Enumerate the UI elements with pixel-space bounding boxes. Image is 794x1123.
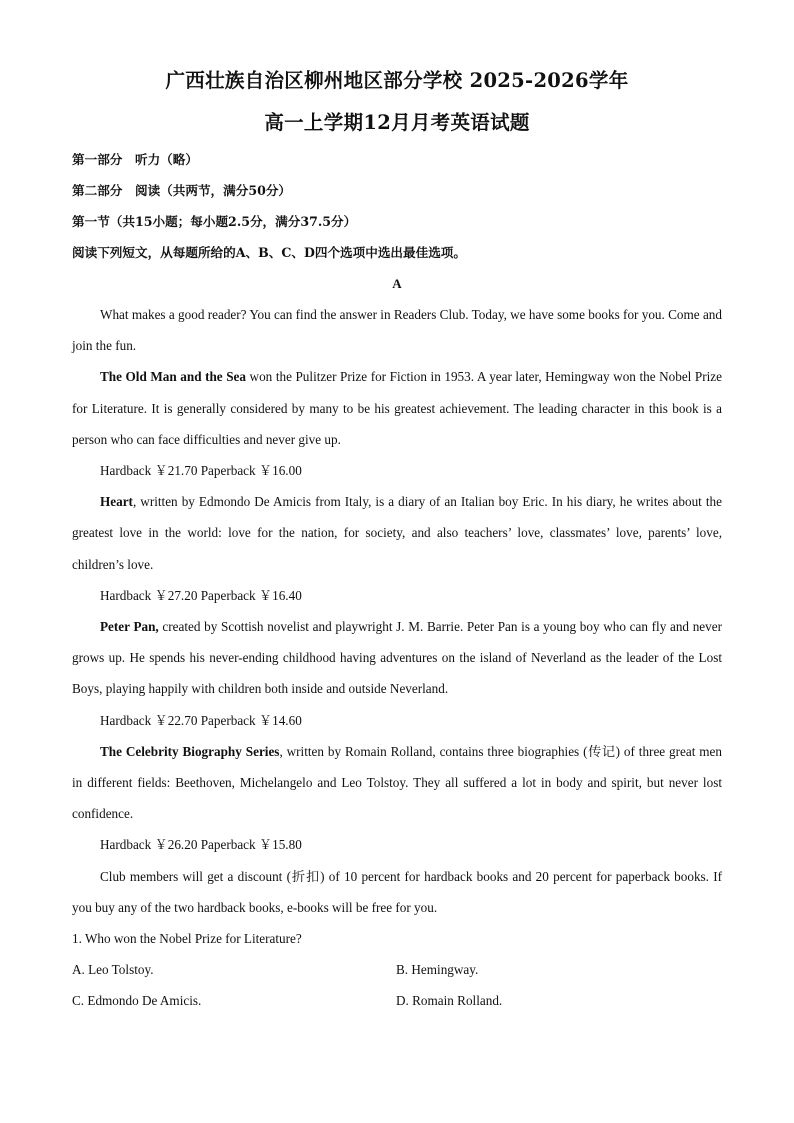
part2-heading: 第二部分 阅读（共两节，满分50分） xyxy=(72,183,292,198)
book-paragraph xyxy=(72,611,722,705)
intro-paragraph: What makes a good reader? You can find the answer in Readers Club. Today, we have some books for you. Come and join the fun. xyxy=(72,307,722,354)
section1-heading: 第一节（共15小题；每小题2.5分，满分37.5分） xyxy=(72,214,357,229)
book-paragraph xyxy=(72,486,722,580)
exam-title-line1: 广西壮族自治区柳州地区部分学校 2025-2026学年 xyxy=(165,69,629,92)
passage-letter: A xyxy=(392,276,402,291)
instruction: 阅读下列短文，从每题所给的A、B、C、D四个选项中选出最佳选项。 xyxy=(72,245,466,260)
option-a: A. Leo Tolstoy. xyxy=(72,962,154,978)
book-description: won the Pulitzer Prize for Fiction in 1953. A year later, Hemingway won the Nobel Prize for Literature. It is generally considered by many to be his greatest achievement. The leading character in this book is a person who can face difficulties and never give up. xyxy=(72,369,722,447)
option-b: B. Hemingway. xyxy=(396,962,479,978)
option-c: C. Edmondo De Amicis. xyxy=(72,993,202,1009)
part1-heading: 第一部分 听力（略） xyxy=(72,152,198,167)
section-headings xyxy=(72,144,722,268)
book-title: The Celebrity Biography Series xyxy=(100,743,280,759)
book-title: Heart xyxy=(100,494,133,510)
discount-paragraph: Club members will get a discount (折扣) of 10 percent for hardback books and 20 percent for paperback books. If you buy any of the two hardback books, e-books will be free for you. xyxy=(72,868,722,915)
book-price: Hardback ￥21.70 Paperback ￥16.00 xyxy=(100,463,302,479)
book-price: Hardback ￥27.20 Paperback ￥16.40 xyxy=(100,587,302,603)
book-paragraph xyxy=(72,736,722,830)
book-description: , written by Romain Rolland, contains three biographies (传记) of three great men in different fields: Beethoven, Michelangelo and Leo Tolstoy. They all suffered a lot in body and spirit, but never lost confidence. xyxy=(72,743,723,822)
book-description: , written by Edmondo De Amicis from Italy, is a diary of an Italian boy Eric. In his diary, he writes about the greatest love in the world: love for the nation, for society, and also teachers’ love, classmates’ love, parents’ love, children’s love. xyxy=(72,494,722,572)
option-d: D. Romain Rolland. xyxy=(396,993,503,1009)
answer-options xyxy=(72,954,722,1016)
exam-title-line2: 高一上学期12月月考英语试题 xyxy=(264,111,530,134)
book-description: created by Scottish novelist and playwright J. M. Barrie. Peter Pan is a young boy who can fly and never grows up. He spends his never-ending childhood having adventures on the island of Neverland as the leader of the Lost Boys, playing happily with children both inside and outside Neverland. xyxy=(72,619,722,697)
book-title: Peter Pan, xyxy=(100,619,159,635)
book-title: The Old Man and the Sea xyxy=(100,369,246,385)
exam-page xyxy=(72,68,722,1017)
question-stem: 1. Who won the Nobel Prize for Literature? xyxy=(72,931,302,947)
book-price: Hardback ￥22.70 Paperback ￥14.60 xyxy=(100,712,302,728)
book-price: Hardback ￥26.20 Paperback ￥15.80 xyxy=(100,837,302,853)
book-paragraph xyxy=(72,361,722,455)
